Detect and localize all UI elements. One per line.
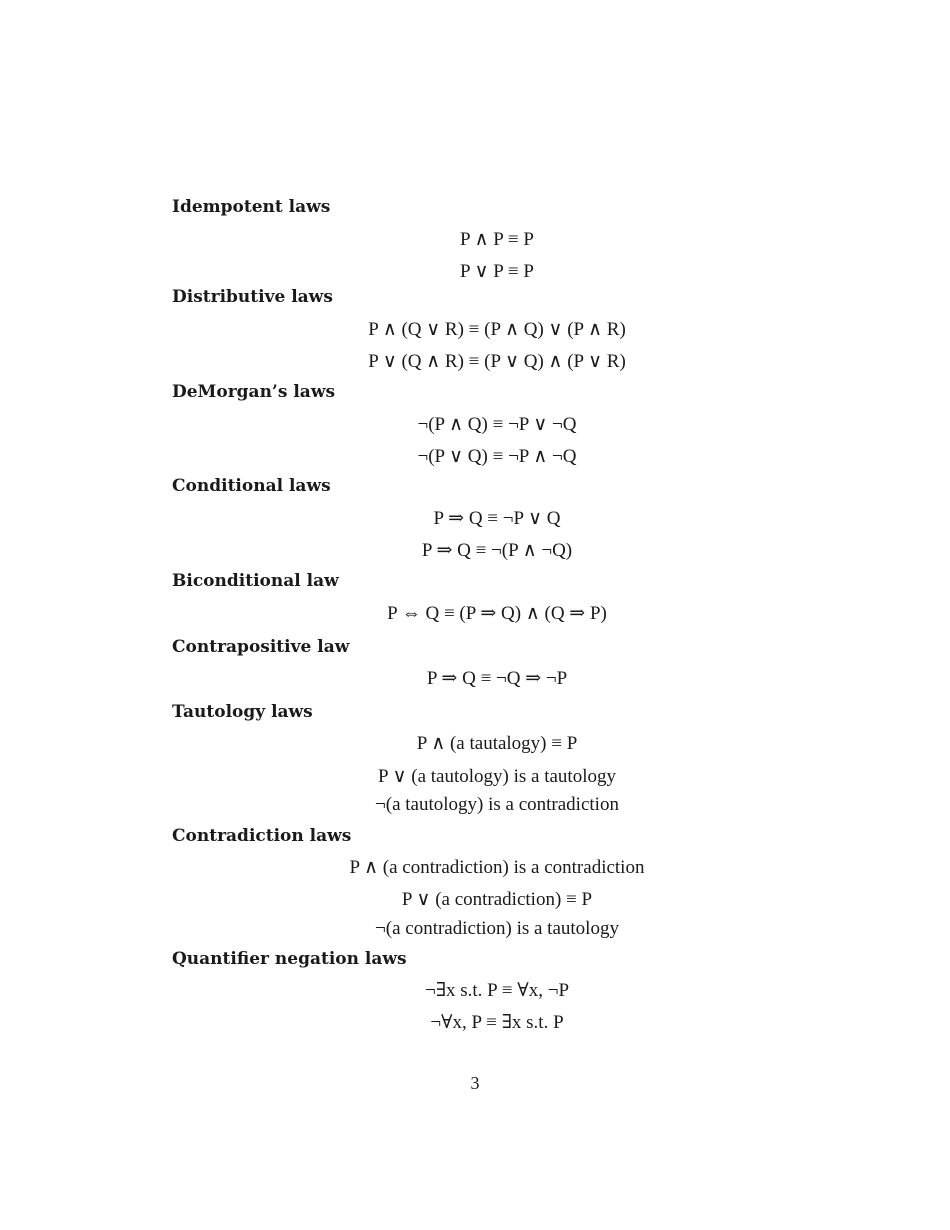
equation-biconditional: P ⇔ Q ≡ (P ⇒ Q) ∧ (Q ⇒ P) [387,603,607,624]
equation-conditional-1: P ⇒ Q ≡ ¬P ∨ Q [433,508,561,529]
section-heading-conditional: Conditional laws [172,476,331,496]
section-heading-distributive: Distributive laws [172,287,333,307]
section-heading-biconditional: Biconditional law [172,571,339,591]
equation-tautology-2: P ∨ (a tautology) is a tautology [377,766,616,787]
equation-contradiction-2: P ∨ (a contradiction) ≡ P [401,889,593,910]
equation-idempotent-and: P ∧ P ≡ P [460,229,534,250]
equation-demorgan-and: ¬(P ∧ Q) ≡ ¬P ∨ ¬Q [417,414,577,435]
section-heading-tautology: Tautology laws [172,702,313,722]
section-heading-contrapositive: Contrapositive law [172,637,350,657]
equation-tautology-3: ¬(a tautology) is a contradiction [375,794,619,815]
equation-quantifier-2: ¬∀x, P ≡ ∃x s.t. P [430,1012,564,1033]
section-heading-idempotent: Idempotent laws [172,197,331,217]
equation-contradiction-3: ¬(a contradiction) is a tautology [375,918,619,939]
section-heading-demorgan: DeMorgan’s laws [172,382,336,402]
equation-distributive-or: P ∨ (Q ∧ R) ≡ (P ∨ Q) ∧ (P ∨ R) [368,351,626,372]
section-heading-quantifier-negation: Quantifier negation laws [172,949,407,969]
equation-conditional-2: P ⇒ Q ≡ ¬(P ∧ ¬Q) [421,540,573,561]
equation-contradiction-1: P ∧ (a contradiction) is a contradiction [349,857,645,878]
equation-distributive-and: P ∧ (Q ∨ R) ≡ (P ∧ Q) ∨ (P ∧ R) [368,319,626,340]
equation-contrapositive: P ⇒ Q ≡ ¬Q ⇒ ¬P [426,668,568,689]
equation-idempotent-or: P ∨ P ≡ P [460,261,534,282]
section-heading-contradiction: Contradiction laws [172,826,352,846]
page-number: 3 [470,1073,480,1093]
equation-quantifier-1: ¬∃x s.t. P ≡ ∀x, ¬P [424,980,570,1001]
equation-demorgan-or: ¬(P ∨ Q) ≡ ¬P ∧ ¬Q [417,446,577,467]
equation-tautology-1: P ∧ (a tautalogy) ≡ P [416,733,578,754]
